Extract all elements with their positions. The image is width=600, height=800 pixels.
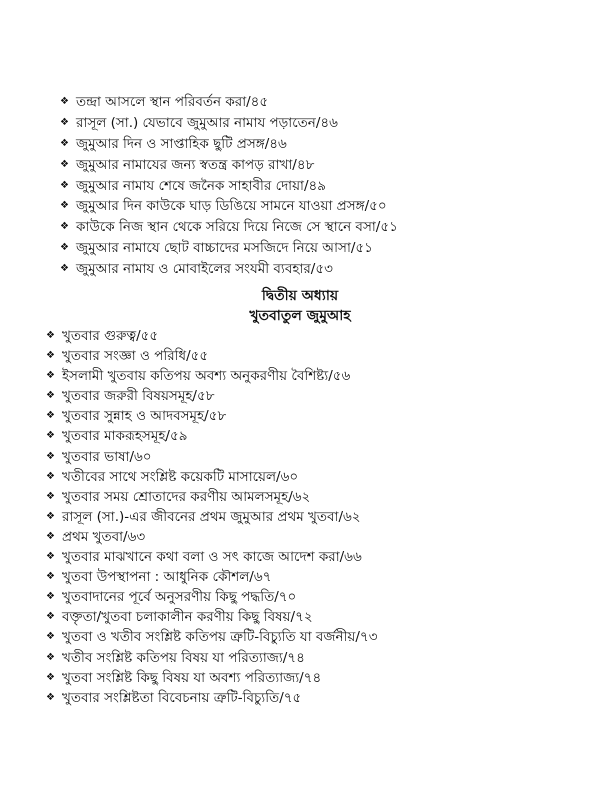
list-item-text: জুমুআর নামায ও মোবাইলের সংযমী ব্যবহার/৫৩ (76, 261, 333, 278)
chapter-title: খুতবাতুল জুমুআহ (249, 308, 351, 324)
contents-list-chapter-two (46, 326, 590, 708)
diamond-bullet-icon: ❖ (46, 430, 55, 442)
list-item-text: ইসলামী খুতবায় কতিপয় অবশ্য অনুকরণীয় বৈশিষ্ট্য/৫৬ (62, 368, 351, 385)
list-item-text: কাউকে নিজ স্থান থেকে সরিয়ে দিয়ে নিজে সে স্থানে বসা/৫১ (76, 219, 398, 236)
list-item (46, 587, 590, 607)
diamond-bullet-icon: ❖ (46, 450, 55, 462)
list-item (60, 155, 590, 176)
list-item-text: খুতবার মাঝখানে কথা বলা ও সৎ কাজে আদেশ করা/৬৬ (62, 549, 362, 566)
list-item (46, 668, 590, 688)
list-item-text: রাসূল (সা.) যেভাবে জুমুআর নামায পড়াতেন/৪৬ (76, 114, 338, 131)
list-item-text: খুতবার ভাষা/৬০ (62, 448, 152, 465)
diamond-bullet-icon: ❖ (46, 611, 55, 623)
list-item (46, 447, 590, 467)
diamond-bullet-icon: ❖ (46, 691, 55, 703)
list-item-text: বক্তৃতা/খুতবা চলাকালীন করণীয় কিছু বিষয়/৭২ (62, 609, 313, 626)
list-item (46, 627, 590, 647)
list-item-text: খুতবার সংশ্লিষ্টতা বিবেচনায় ত্রুটি-বিচ্যুতি/৭৫ (62, 689, 302, 706)
chapter-heading: দ্বিতীয় অধ্যায় (261, 288, 339, 304)
list-item (46, 487, 590, 507)
list-item (46, 406, 590, 426)
list-item (46, 648, 590, 668)
diamond-bullet-icon: ❖ (46, 370, 55, 382)
list-item-text: খুতবা ও খতীব সংশ্লিষ্ট কতিপয় ত্রুটি-বিচ্যুতি যা বর্জনীয়/৭৩ (62, 629, 378, 646)
diamond-bullet-icon: ❖ (46, 410, 55, 422)
list-item (46, 507, 590, 527)
diamond-bullet-icon: ❖ (60, 179, 69, 191)
diamond-bullet-icon: ❖ (60, 116, 69, 128)
diamond-bullet-icon: ❖ (46, 651, 55, 663)
list-item (46, 527, 590, 547)
list-item-text: খুতবার সময় শ্রোতাদের করণীয় আমলসমূহ/৬২ (62, 488, 311, 505)
list-item (46, 688, 590, 708)
diamond-bullet-icon: ❖ (46, 330, 55, 341)
diamond-bullet-icon: ❖ (60, 242, 69, 254)
list-item (46, 567, 590, 587)
list-item-text: রাসূল (সা.)-এর জীবনের প্রথম জুমুআর প্রথম খুতবা/৬২ (62, 508, 361, 525)
diamond-bullet-icon: ❖ (46, 470, 55, 482)
diamond-bullet-icon: ❖ (60, 221, 69, 233)
list-item (60, 217, 590, 238)
list-item-text: খুতবার সুন্নাহ ও আদবসমূহ/৫৮ (62, 408, 227, 425)
list-item (46, 346, 590, 366)
list-item (60, 113, 590, 134)
diamond-bullet-icon: ❖ (60, 96, 69, 107)
diamond-bullet-icon: ❖ (46, 490, 55, 502)
list-item (46, 607, 590, 627)
list-item (46, 366, 590, 386)
list-item-text: জুমুআর নামায শেষে জনৈক সাহাবীর দোয়া/৪৯ (76, 177, 327, 194)
list-item-text: খুতবার গুরুত্ব/৫৫ (62, 328, 159, 344)
list-item (60, 92, 590, 113)
diamond-bullet-icon: ❖ (46, 631, 55, 643)
list-item-text: খতীব সংশ্লিষ্ট কতিপয় বিষয় যা পরিত্যাজ্য/৭৪ (62, 649, 305, 666)
diamond-bullet-icon: ❖ (46, 510, 55, 522)
diamond-bullet-icon: ❖ (46, 390, 55, 402)
diamond-bullet-icon: ❖ (60, 137, 69, 149)
list-item (46, 547, 590, 567)
diamond-bullet-icon: ❖ (60, 158, 69, 170)
list-item (60, 176, 590, 197)
contents-list-section-one (60, 92, 590, 280)
diamond-bullet-icon: ❖ (46, 671, 55, 683)
diamond-bullet-icon: ❖ (60, 200, 69, 212)
list-item-text: জুমুআর নামাযের জন্য স্বতন্ত্র কাপড় রাখা/৪৮ (76, 156, 315, 173)
list-item (46, 467, 590, 487)
diamond-bullet-icon: ❖ (46, 530, 55, 542)
list-item-text: খুতবা সংশ্লিষ্ট কিছু বিষয় যা অবশ্য পরিত্যাজ্য/৭৪ (62, 669, 322, 686)
list-item (46, 326, 590, 346)
list-item (60, 259, 590, 280)
diamond-bullet-icon: ❖ (46, 591, 55, 603)
list-item-text: খুতবার মাকরূহসমূহ/৫৯ (62, 428, 188, 445)
diamond-bullet-icon: ❖ (46, 350, 55, 362)
list-item (60, 238, 590, 259)
diamond-bullet-icon: ❖ (46, 571, 55, 583)
list-item-text: তন্দ্রা আসলে স্থান পরিবর্তন করা/৪৫ (76, 94, 269, 110)
list-item-text: জুমুআর দিন ও সাপ্তাহিক ছুটি প্রসঙ্গ/৪৬ (76, 135, 287, 152)
list-item-text: জুমুআর নামাযে ছোট বাচ্চাদের মসজিদে নিয়ে আসা/৫১ (76, 240, 373, 257)
diamond-bullet-icon: ❖ (46, 551, 55, 563)
list-item-text: খুতবা উপস্থাপনা : আধুনিক কৌশল/৬৭ (62, 569, 272, 586)
list-item-text: খুতবাদানের পূর্বে অনুসরণীয় কিছু পদ্ধতি/৭০ (62, 589, 297, 606)
list-item-text: জুমুআর দিন কাউকে ঘাড় ডিঙিয়ে সামনে যাওয়া প্রসঙ্গ/৫০ (76, 198, 387, 215)
list-item-text: প্রথম খুতবা/৬৩ (62, 528, 146, 545)
list-item (60, 134, 590, 155)
list-item-text: খুতবার জরুরী বিষয়সমূহ/৫৮ (62, 388, 215, 405)
list-item-text: খতীবের সাথে সংশ্লিষ্ট কয়েকটি মাসায়েল/৬০ (62, 468, 299, 485)
list-item-text: খুতবার সংজ্ঞা ও পরিধি/৫৫ (62, 348, 209, 365)
list-item (60, 196, 590, 217)
diamond-bullet-icon: ❖ (60, 263, 69, 275)
list-item (46, 386, 590, 406)
list-item (46, 426, 590, 446)
